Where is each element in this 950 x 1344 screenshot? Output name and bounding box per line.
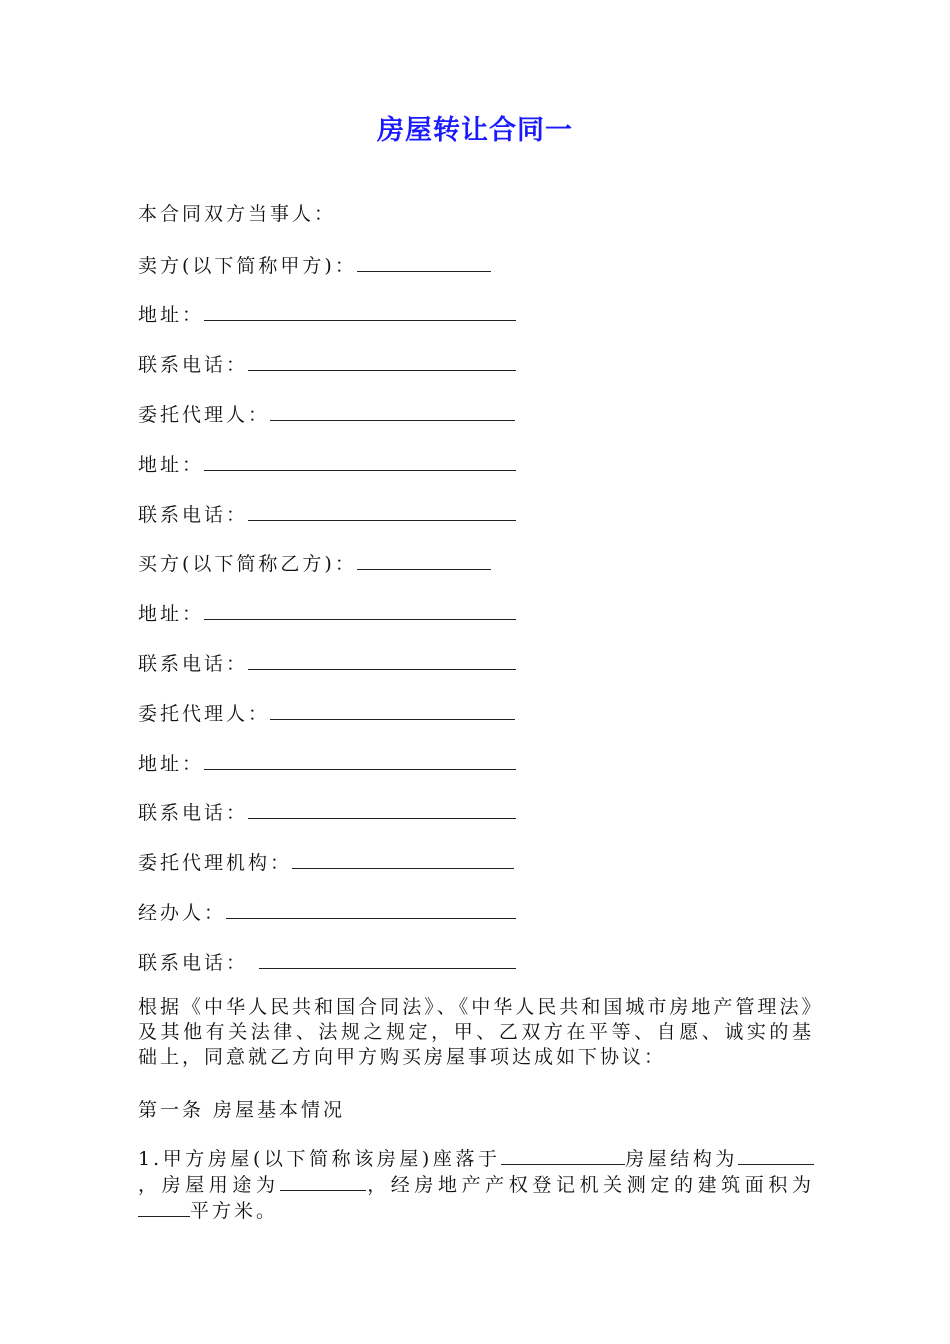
buyer-phone-line — [138, 650, 516, 676]
seller-address-label: 地址： — [138, 304, 205, 326]
item1-part4: ，经房地产产权登记机关测定的建筑面积为 — [365, 1174, 814, 1196]
buyer-label: 买方(以下简称乙方)： — [138, 553, 357, 575]
seller-name-blank[interactable] — [357, 252, 491, 272]
buyer-phone-blank[interactable] — [248, 650, 516, 670]
agency-phone-label: 联系电话： — [138, 952, 249, 974]
intro-text: 本合同双方当事人： — [138, 203, 337, 225]
article1-item1 — [138, 1146, 814, 1224]
item1-part5: 平方米。 — [190, 1200, 279, 1222]
buyer-agent-phone-line — [138, 799, 516, 825]
intro-line — [138, 202, 336, 226]
buyer-agent-address-blank[interactable] — [204, 750, 516, 770]
agency-phone-blank[interactable] — [259, 949, 516, 969]
buyer-agent-address-line — [138, 750, 516, 776]
seller-label: 卖方(以下简称甲方)： — [138, 255, 357, 277]
item1-part1: 1.甲方房屋(以下简称该房屋)座落于 — [138, 1148, 501, 1170]
handler-line — [138, 899, 516, 925]
structure-blank[interactable] — [738, 1146, 814, 1165]
agency-label: 委托代理机构： — [138, 852, 293, 874]
item1-part2: 房屋结构为 — [624, 1148, 738, 1170]
document-title: 房屋转让合同一 — [377, 115, 573, 146]
agency-phone-line — [138, 949, 516, 975]
buyer-name-blank[interactable] — [357, 550, 491, 570]
seller-agent-address-blank[interactable] — [204, 451, 516, 471]
buyer-agent-phone-label: 联系电话： — [138, 802, 249, 824]
buyer-line — [138, 550, 491, 576]
seller-phone-line — [138, 351, 516, 377]
item1-part3: ，房屋用途为 — [138, 1174, 280, 1196]
agency-blank[interactable] — [292, 849, 514, 869]
seller-address-line — [138, 301, 516, 327]
article1-heading-text: 第一条 房屋基本情况 — [138, 1099, 346, 1121]
buyer-agent-line — [138, 700, 515, 726]
buyer-agent-label: 委托代理人： — [138, 703, 271, 725]
buyer-address-blank[interactable] — [204, 600, 516, 620]
seller-agent-line — [138, 401, 515, 427]
buyer-agent-blank[interactable] — [270, 700, 515, 720]
handler-blank[interactable] — [226, 899, 516, 919]
buyer-agent-phone-blank[interactable] — [248, 799, 516, 819]
area-blank[interactable] — [138, 1198, 190, 1217]
seller-agent-address-label: 地址： — [138, 454, 205, 476]
buyer-phone-label: 联系电话： — [138, 653, 249, 675]
preamble-paragraph: 根据《中华人民共和国合同法》、《中华人民共和国城市房地产管理法》及其他有关法律、法规之规定，甲、乙双方在平等、自愿、诚实的基础上，同意就乙方向甲方购买房屋事项达成如下协议： — [138, 996, 814, 1068]
seller-address-blank[interactable] — [204, 301, 516, 321]
seller-phone-blank[interactable] — [248, 351, 516, 371]
seller-phone-label: 联系电话： — [138, 354, 249, 376]
buyer-address-line — [138, 600, 516, 626]
buyer-agent-address-label: 地址： — [138, 753, 205, 775]
usage-blank[interactable] — [280, 1172, 366, 1191]
seller-agent-blank[interactable] — [270, 401, 515, 421]
seller-agent-phone-label: 联系电话： — [138, 504, 249, 526]
agency-line — [138, 849, 514, 875]
seller-agent-address-line — [138, 451, 516, 477]
seller-line — [138, 252, 491, 278]
article1-heading — [138, 1098, 345, 1122]
seller-agent-phone-blank[interactable] — [248, 501, 516, 521]
buyer-address-label: 地址： — [138, 603, 205, 625]
handler-label: 经办人： — [138, 902, 227, 924]
seller-agent-phone-line — [138, 501, 516, 527]
seller-agent-label: 委托代理人： — [138, 404, 271, 426]
location-blank[interactable] — [501, 1146, 625, 1165]
